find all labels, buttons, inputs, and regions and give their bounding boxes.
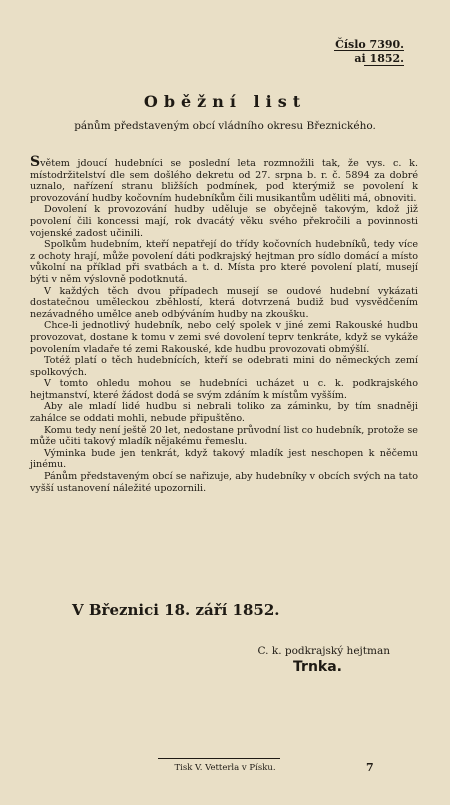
paragraph-8: Aby ale mladí lidé hudbu si nebrali toliko za záminku, by tím snadněji zahálce se oddati mohli, nebude připuštěno. <box>30 401 418 425</box>
dateline: V Březnici 18. září 1852. <box>72 601 280 619</box>
paragraph-2: Dovolení k provozování hudby uděluje se obyčejně takovým, kdož již povolení čili koncessi mají, rok dvacátý věku svého překročili a povinnosti vojenské zadost učinili. <box>30 204 418 239</box>
footer-rule <box>158 758 280 759</box>
signatory-title: C. k. podkrajský hejtman <box>257 645 390 657</box>
drop-cap: S <box>30 154 41 170</box>
paragraph-10: Výminka bude jen tenkrát, když takový mladík jest neschopen k něčemu jinému. <box>30 447 418 471</box>
signatory-name: Trnka. <box>293 659 342 675</box>
printer-imprint: Tisk V. Vetterla v Písku. <box>174 763 276 773</box>
document-title: Oběžní list <box>143 92 307 111</box>
document-subtitle: pánům představeným obcí vládního okresu Březnického. <box>74 120 376 132</box>
reference-year-rule <box>364 65 404 66</box>
paragraph-3: Spolkům hudebním, kteří nepatřejí do třídy kočovních hudebníků, tedy více z ochoty hrají, může povolení dáti podkrajský hejtman pro sídlo domácí a místo vůkolní na příklad při svatbách a t. d. Místa pro které povolení platí, musejí býti v něm výslovně podotknutá. <box>30 239 418 285</box>
page-number: 7 <box>366 761 374 774</box>
reference-rule <box>334 50 404 51</box>
paragraph-5: Chce-li jednotlivý hudebník, nebo celý spolek v jiné zemi Rakouské hudbu provozovat, dostane k tomu v zemi své dovolení teprv tenkráte, když se vykáže povolením vladaře té zemi Rakouské, kde hudbu provozovati obmýšlí. <box>30 320 418 355</box>
paragraph-1 <box>30 154 418 204</box>
paragraph-7: V tomto ohledu mohou se hudebníci ucházet u c. k. podkrajského hejtmanství, které žádost dodá se svým zdáním k místům vyšším. <box>30 378 418 401</box>
reference-number: Číslo 7390. <box>335 38 404 51</box>
paragraph-9: Komu tedy není ještě 20 let, nedostane průvodní list co hudebník, protože se může učiti takový mladík nějakému řemeslu. <box>30 424 418 448</box>
paragraph-text: větem jdoucí hudebníci se poslední leta rozmnožili tak, že vys. c. k. místodržitelství dle sem došlého dekretu od 27. srpna b. r. č. 5894 za dobré uznalo, nařízení stranu bližších podmínek, pod kterýmiž se povolení k provozování hudby kočovním hudebníkům čili musikantům uděliti má, obnoviti. <box>30 158 418 204</box>
paragraph-11: Pánům představeným obcí se nařizuje, aby hudebníky v obcích svých na tato vyšší ustanovení náležité upozornili. <box>30 471 418 494</box>
paragraph-4: V každých těch dvou případech musejí se oudové hudební vykázati dostatečnou uměleckou zběhlostí, která dotvrzená budiž bud vysvědčením nezávadného umělce aneb odbýváním hudby na zkoušku. <box>30 285 418 320</box>
reference-year: ai 1852. <box>354 52 404 65</box>
paragraph-6: Totéž platí o těch hudebnících, kteří se odebrati mini do německých zemí spolkových. <box>30 355 418 378</box>
document-body <box>30 154 418 494</box>
